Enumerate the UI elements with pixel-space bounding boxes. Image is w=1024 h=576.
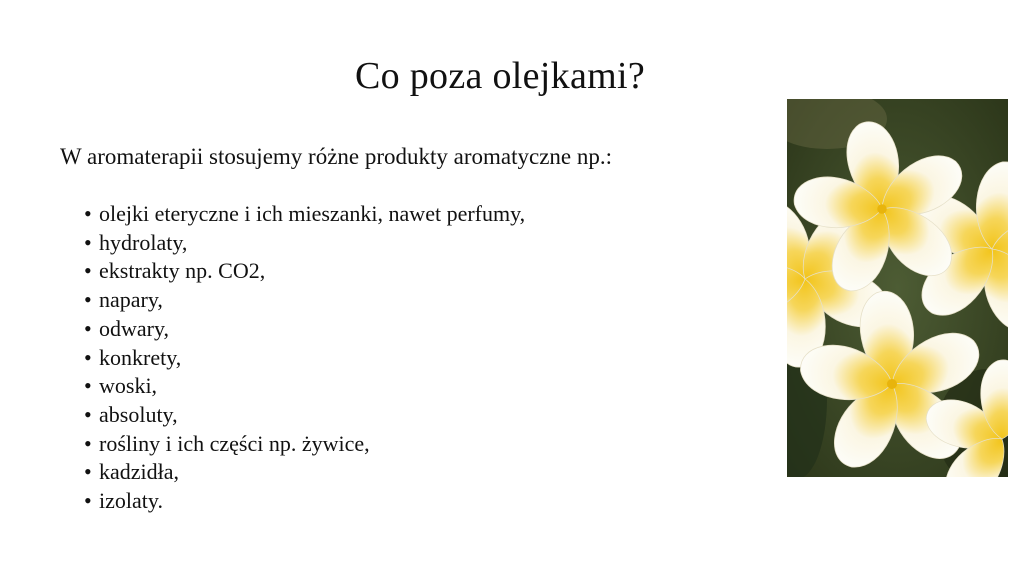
intro-text: W aromaterapii stosujemy różne produkty aromatyczne np.:: [60, 144, 613, 169]
list-item: [80, 458, 525, 487]
list-item-text: konkrety,: [99, 344, 182, 370]
product-list: [80, 200, 525, 516]
list-item-text: napary,: [99, 287, 163, 313]
list-item: [80, 372, 525, 401]
list-item-text: odwary,: [99, 315, 170, 341]
bullet-icon: •: [84, 258, 92, 284]
list-item: [80, 315, 525, 344]
bullet-icon: •: [84, 488, 92, 514]
list-item-text: kadzidła,: [99, 459, 180, 485]
list-item-text: rośliny i ich części np. żywice,: [99, 430, 370, 456]
list-item: [80, 487, 525, 516]
slide-title: Co poza olejkami?: [354, 55, 645, 97]
list-item-text: ekstrakty np. CO2,: [99, 258, 266, 284]
bullet-icon: •: [84, 315, 92, 341]
frangipani-flower-image: [787, 99, 1008, 477]
list-item-text: hydrolaty,: [99, 229, 188, 255]
list-item: [80, 257, 525, 286]
bullet-icon: •: [84, 430, 92, 456]
bullet-icon: •: [84, 344, 92, 370]
list-item-text: woski,: [99, 373, 158, 399]
bullet-icon: •: [84, 401, 92, 427]
list-item: [80, 286, 525, 315]
bullet-icon: •: [84, 229, 92, 255]
list-item: [80, 344, 525, 373]
list-item: [80, 200, 525, 229]
list-item: [80, 229, 525, 258]
bullet-icon: •: [84, 287, 92, 313]
bullet-icon: •: [84, 201, 92, 226]
list-item: [80, 430, 525, 459]
bullet-icon: •: [84, 373, 92, 399]
list-item-text: olejki eteryczne i ich mieszanki, nawet perfumy,: [99, 201, 526, 226]
list-item-text: absoluty,: [99, 401, 178, 427]
list-item-text: izolaty.: [99, 488, 163, 514]
bullet-icon: •: [84, 459, 92, 485]
list-item: [80, 401, 525, 430]
